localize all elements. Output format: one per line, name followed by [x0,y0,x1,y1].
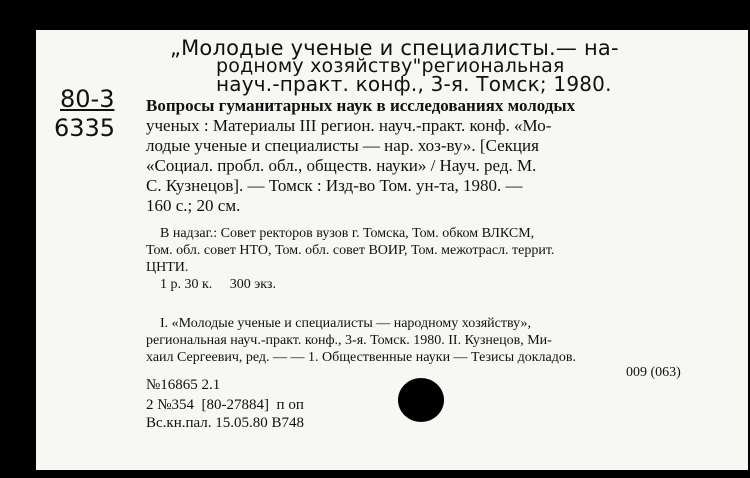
tracing-line: региональная науч.-практ. конф., 3-я. Томск. 1980. II. Кузнецов, Ми- [146,333,552,348]
order-number: 2 №354 [80-27884] п оп [146,397,304,413]
main-entry-title: Вопросы гуманитарных наук в исследованиях молодых [146,96,576,115]
main-entry-line: «Социал. пробл. обл., обществ. науки» / Науч. ред. М. [146,156,537,175]
note-line: В надзаг.: Совет ректоров вузов г. Томска, Том. обком ВЛКСМ, [160,226,535,241]
note-block [146,225,706,276]
main-entry-line: 160 с.; 20 см. [146,196,241,215]
call-number-bottom: 6335 [54,114,116,142]
chamber-stamp: Вс.кн.пал. 15.05.80 В748 [146,415,305,431]
main-entry-line: лодые ученые и специалисты — нар. хоз-ву». [Секция [146,136,539,155]
tracing-line: I. «Молодые ученые и специалисты — народному хозяйству», [160,316,531,331]
main-entry-line: ученых : Материалы III регион. науч.-практ. конф. «Мо- [146,116,552,135]
handwritten-line-3: науч.-практ. конф., 3-я. Томск; 1980. [216,72,612,96]
accession-number: №16865 2.1 [146,377,221,393]
note-line: Том. обл. совет НТО, Том. обл. совет ВОИР, Том. межотрасл. террит. [146,243,555,258]
tracing-line: хаил Сергеевич, ред. — — 1. Общественные науки — Тезисы докладов. [146,350,576,365]
ink-blot [398,378,444,422]
tracings-block [146,315,706,366]
classification-code: 009 (063) [626,365,681,380]
main-entry [146,96,706,216]
price-print-run: 1 р. 30 к. 300 экз. [160,277,276,292]
handwritten-line-2: родному хозяйству"региональная [216,55,565,77]
catalog-card [36,30,748,470]
call-number-top: 80-3 [60,85,115,113]
note-line: ЦНТИ. [146,260,189,275]
handwritten-line-1: „Молодые ученые и специалисты.— на- [170,36,619,60]
main-entry-line: С. Кузнецов]. — Томск : Изд-во Том. ун-та, 1980. — [146,176,523,195]
